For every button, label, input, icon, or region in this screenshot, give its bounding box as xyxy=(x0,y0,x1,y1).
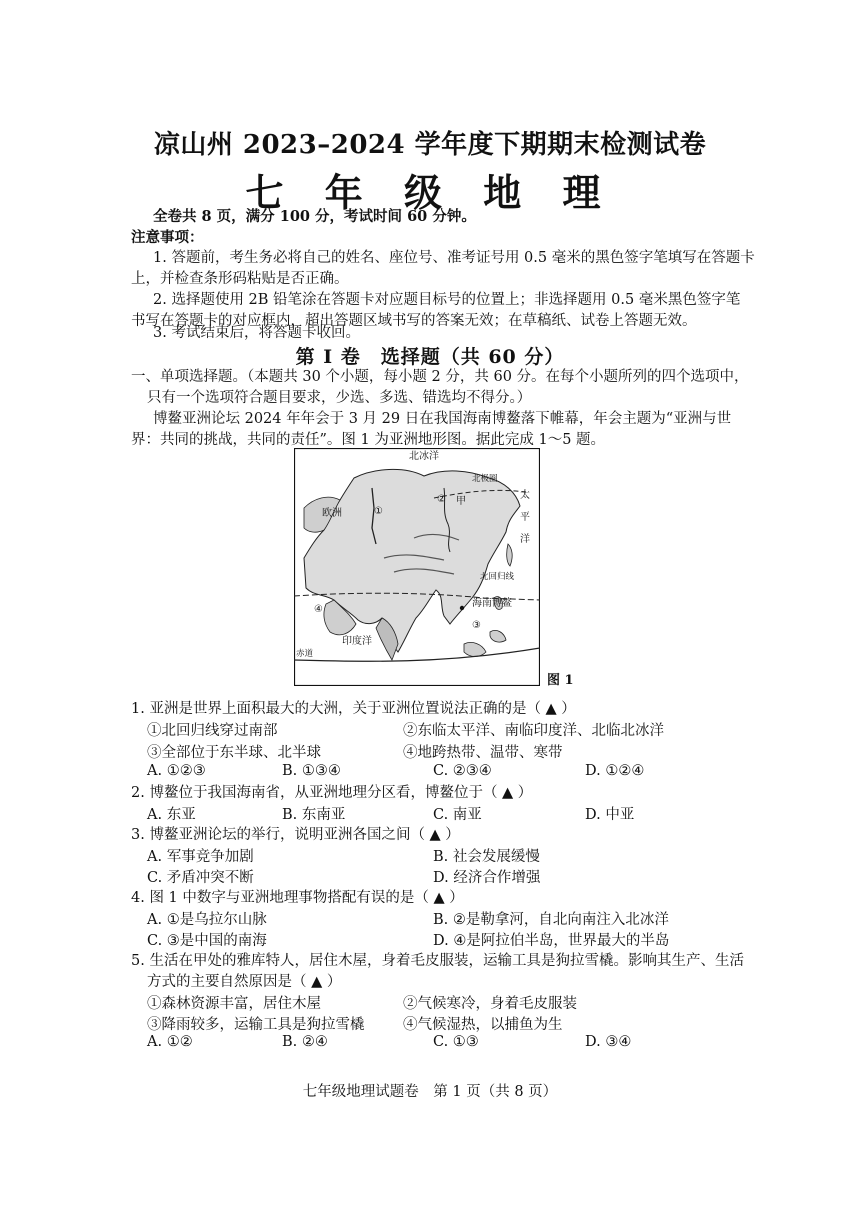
question-2-stem: 2. 博鳌位于我国海南省，从亚洲地理分区看，博鳌位于（ ▲ ） xyxy=(131,785,533,801)
map-label-2: ② xyxy=(437,494,446,505)
map-label-equator: 赤道 xyxy=(296,649,314,659)
question-5-stem-line-2: 方式的主要自然原因是（ ▲ ） xyxy=(147,974,342,990)
question-2-option-c[interactable]: C. 南亚 xyxy=(433,807,482,823)
question-3-stem: 3. 博鳌亚洲论坛的举行，说明亚洲各国之间（ ▲ ） xyxy=(131,827,460,843)
note-3: 3. 考试结束后，将答题卡收回。 xyxy=(153,325,360,341)
question-1-statement: ②东临太平洋、南临印度洋、北临北冰洋 xyxy=(403,723,664,739)
question-2-option-a[interactable]: A. 东亚 xyxy=(147,807,196,823)
section-instructions-line-1: 一、单项选择题。（本题共 30 个小题，每小题 2 分，共 60 分。在每个小题所列的四个选项中， xyxy=(131,369,749,385)
note-1-line-1: 1. 答题前，考生务必将自己的姓名、座位号、准考证号用 0.5 毫米的黑色签字笔填写在答题卡 xyxy=(153,250,755,266)
question-5-option-b[interactable]: B. ②④ xyxy=(282,1034,328,1050)
map-label-tropic: 北回归线 xyxy=(480,572,515,582)
map-label-arctic-ocean: 北冰洋 xyxy=(409,451,439,462)
map-label-arctic-circle: 北极圈 xyxy=(472,474,498,484)
section-title: 第 Ⅰ 卷 选择题（共 60 分） xyxy=(295,346,565,368)
exam-title: 凉山州 2023–2024 学年度下期期末检测试卷 xyxy=(153,130,707,160)
note-1-line-2: 上，并检查条形码粘贴是否正确。 xyxy=(131,271,349,287)
map-label-pacific-1: 太 xyxy=(520,490,530,501)
map-label-3: ③ xyxy=(472,620,481,631)
question-1-option-a[interactable]: A. ①②③ xyxy=(147,763,206,779)
section-instructions-line-2: 只有一个选项符合题目要求，少选、多选、错选均不得分。） xyxy=(147,390,532,406)
question-5-statement: ③降雨较多，运输工具是狗拉雪橇 xyxy=(147,1017,365,1033)
question-4-option-d[interactable]: D. ④是阿拉伯半岛，世界最大的半岛 xyxy=(433,933,670,949)
question-4-option-b[interactable]: B. ②是勒拿河，自北向南注入北冰洋 xyxy=(433,912,669,928)
map-label-1: ① xyxy=(374,506,383,517)
asia-terrain-map xyxy=(294,448,540,686)
figure-caption: 图 1 xyxy=(547,673,574,688)
map-label-pacific-3: 洋 xyxy=(520,534,530,545)
question-4-option-a[interactable]: A. ①是乌拉尔山脉 xyxy=(147,912,267,928)
page-footer: 七年级地理试题卷 第 1 页（共 8 页） xyxy=(302,1084,558,1100)
question-5-statement: ①森林资源丰富，居住木屋 xyxy=(147,996,321,1012)
question-1-stem: 1. 亚洲是世界上面积最大的大洲，关于亚洲位置说法正确的是（ ▲ ） xyxy=(131,701,576,717)
notes-heading: 注意事项： xyxy=(131,229,204,246)
map-label-indian-ocean: 印度洋 xyxy=(342,636,372,647)
question-2-option-d[interactable]: D. 中亚 xyxy=(585,807,635,823)
question-1-option-d[interactable]: D. ①②④ xyxy=(585,763,645,779)
question-5-option-d[interactable]: D. ③④ xyxy=(585,1034,632,1050)
question-3-option-a[interactable]: A. 军事竞争加剧 xyxy=(147,849,254,865)
note-2-line-2: 书写在答题卡的对应框内，超出答题区域书写的答案无效；在草稿纸、试卷上答题无效。 xyxy=(131,313,697,329)
question-2-option-b[interactable]: B. 东南亚 xyxy=(282,807,346,823)
question-1-statement: ①北回归线穿过南部 xyxy=(147,723,278,739)
intro-line-2: 界：共同的挑战，共同的责任”。图 1 为亚洲地形图。据此完成 1～5 题。 xyxy=(131,432,606,448)
question-5-stem-line-1: 5. 生活在甲处的雅库特人，居住木屋，身着毛皮服装，运输工具是狗拉雪橇。影响其生产、生活 xyxy=(131,953,744,969)
map-label-europe: 欧洲 xyxy=(322,508,342,519)
question-5-option-c[interactable]: C. ①③ xyxy=(433,1034,479,1050)
map-label-pacific-2: 平 xyxy=(520,512,530,523)
question-4-option-c[interactable]: C. ③是中国的南海 xyxy=(147,933,267,949)
question-1-option-b[interactable]: B. ①③④ xyxy=(282,763,341,779)
map-label-4: ④ xyxy=(314,604,323,615)
question-1-statement: ④地跨热带、温带、寒带 xyxy=(403,745,563,761)
question-4-stem: 4. 图 1 中数字与亚洲地理事物搭配有误的是（ ▲ ） xyxy=(131,890,464,906)
question-5-statement: ②气候寒冷，身着毛皮服装 xyxy=(403,996,577,1012)
map-label-boao: 海南博鳌 xyxy=(472,598,512,609)
question-5-statement: ④气候湿热，以捕鱼为生 xyxy=(403,1017,563,1033)
question-3-option-b[interactable]: B. 社会发展缓慢 xyxy=(433,849,540,865)
intro-line-1: 博鳌亚洲论坛 2024 年年会于 3 月 29 日在我国海南博鳌落下帷幕，年会主题为“亚洲与世 xyxy=(153,411,732,427)
note-2-line-1: 2. 选择题使用 2B 铅笔涂在答题卡对应题目标号的位置上；非选择题用 0.5 毫米黑色签字笔 xyxy=(153,292,741,308)
exam-info: 全卷共 8 页，满分 100 分，考试时间 60 分钟。 xyxy=(153,208,476,225)
question-1-option-c[interactable]: C. ②③④ xyxy=(433,763,492,779)
question-5-option-a[interactable]: A. ①② xyxy=(147,1034,193,1050)
exam-subject: 七 年 级 地 理 xyxy=(245,170,615,215)
map-label-jia: 甲 xyxy=(456,496,466,507)
question-1-statement: ③全部位于东半球、北半球 xyxy=(147,745,321,761)
question-3-option-d[interactable]: D. 经济合作增强 xyxy=(433,870,541,886)
question-3-option-c[interactable]: C. 矛盾冲突不断 xyxy=(147,870,254,886)
